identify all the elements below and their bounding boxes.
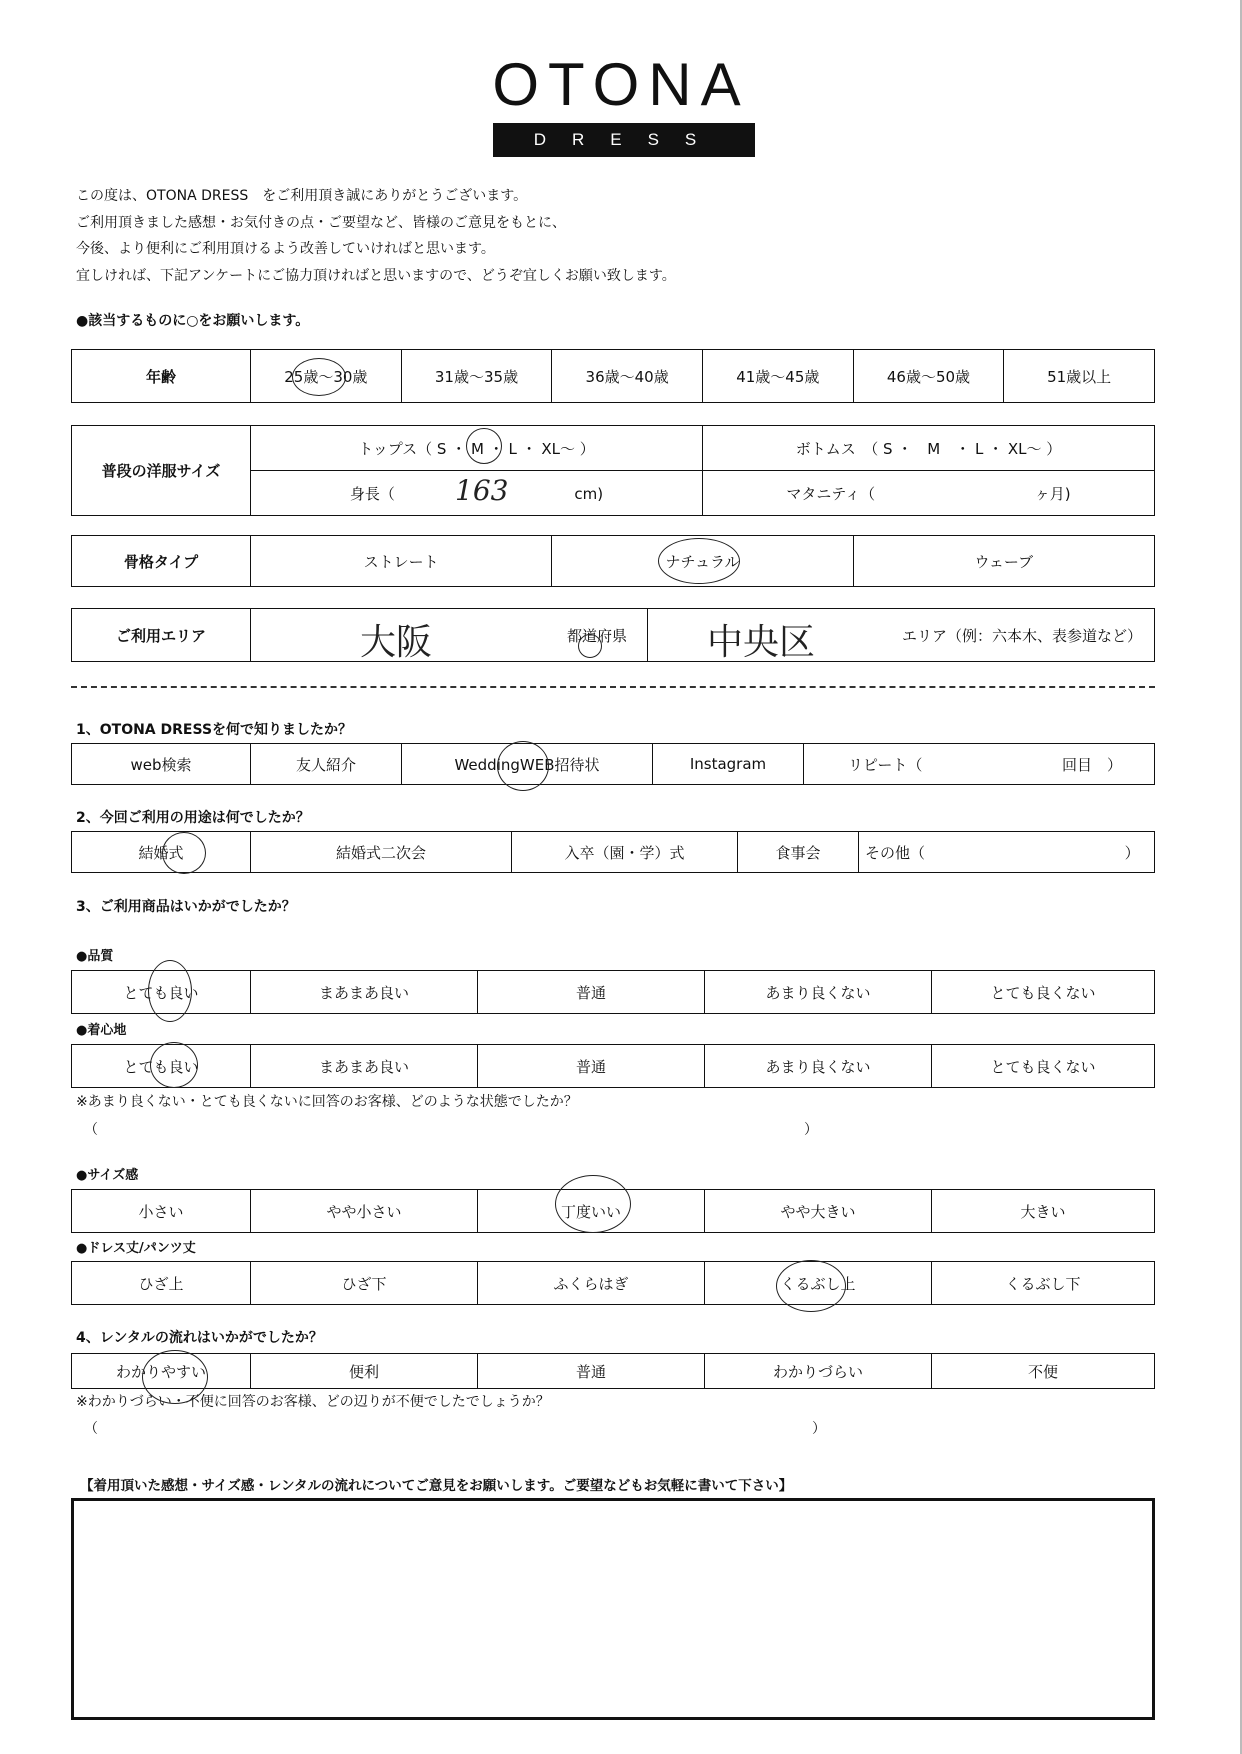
size-table <box>71 425 1155 516</box>
bottoms-size[interactable]: ボトムス （ S ・ M ・ L ・ XL～ ） <box>703 426 1155 471</box>
intro-line: 宜しければ、下記アンケートにご協力頂ければと思いますので、どうぞ宜しくお願い致します。 <box>76 267 676 284</box>
repeat-suffix: 回目 ） <box>1061 755 1122 774</box>
selection-circle-prefecture <box>578 634 602 658</box>
comments-heading: 【着用頂いた感想・サイズ感・レンタルの流れについてご意見をお願いします。ご要望などもお気軽に書いて下さい】 <box>80 1478 793 1494</box>
length-option[interactable]: ひざ上 <box>72 1262 251 1305</box>
q3-note-close: ） <box>804 1122 818 1138</box>
q4-table <box>71 1353 1155 1389</box>
q1-heading: 1、OTONA DRESSを何で知りましたか？ <box>76 722 353 738</box>
length-option[interactable]: ひざ下 <box>251 1262 478 1305</box>
maternity-unit: ヶ月) <box>1034 484 1071 503</box>
length-table <box>71 1261 1155 1305</box>
maternity-label: マタニティ（ <box>786 484 876 503</box>
q2-option[interactable]: 結婚式 <box>72 832 251 873</box>
area-label: ご利用エリア <box>72 609 251 662</box>
comfort-option[interactable]: あまり良くない <box>705 1045 932 1088</box>
quality-option[interactable]: とても良い <box>72 971 251 1014</box>
body-type-option[interactable]: ストレート <box>251 536 552 587</box>
q4-option[interactable]: 普通 <box>478 1354 705 1389</box>
selection-circle-quality <box>148 960 192 1022</box>
comfort-option[interactable]: まあまあ良い <box>251 1045 478 1088</box>
comfort-option[interactable]: とても良い <box>72 1045 251 1088</box>
q3-note: ※あまり良くない・とても良くないに回答のお客様、どのような状態でしたか？ <box>76 1094 578 1110</box>
size-label: 普段の洋服サイズ <box>72 426 251 516</box>
fit-option[interactable]: やや小さい <box>251 1190 478 1233</box>
logo-title: OTONA <box>492 51 750 118</box>
length-label: ●ドレス丈/パンツ丈 <box>76 1241 196 1256</box>
q1-option[interactable]: 友人紹介 <box>251 744 402 785</box>
intro-line: この度は、OTONA DRESS をご利用頂き誠にありがとうございます。 <box>76 188 528 204</box>
q4-option[interactable]: 便利 <box>251 1354 478 1389</box>
comments-box[interactable] <box>71 1498 1155 1720</box>
fit-option[interactable]: 丁度いい <box>478 1190 705 1233</box>
area-suffix: エリア（例：六本木、表参道など） <box>901 626 1142 645</box>
q2-option[interactable]: 入卒（園・学）式 <box>512 832 738 873</box>
comfort-label: ●着心地 <box>76 1023 127 1038</box>
age-option[interactable]: 36歳～40歳 <box>552 350 703 403</box>
comfort-option[interactable]: 普通 <box>478 1045 705 1088</box>
other-label: その他（ <box>865 843 926 862</box>
length-option[interactable]: くるぶし上 <box>705 1262 932 1305</box>
body-type-table <box>71 535 1155 587</box>
quality-label: ●品質 <box>76 949 114 964</box>
body-type-option[interactable]: ナチュラル <box>552 536 853 587</box>
height-label: 身長（ <box>349 484 395 503</box>
age-option[interactable]: 51歳以上 <box>1004 350 1155 403</box>
q2-table <box>71 831 1155 873</box>
logo-subtitle: DRESS <box>493 123 755 157</box>
selection-circle-q1 <box>497 741 549 791</box>
quality-option[interactable]: あまり良くない <box>705 971 932 1014</box>
quality-table <box>71 970 1155 1014</box>
handwritten-height: 163 <box>455 474 509 507</box>
fit-label: ●サイズ感 <box>76 1168 139 1183</box>
age-label: 年齢 <box>72 350 251 403</box>
fit-option[interactable]: 大きい <box>932 1190 1155 1233</box>
handwritten-prefecture: 大阪 <box>360 622 433 663</box>
q4-note-close: ） <box>812 1421 826 1437</box>
height-unit: cm) <box>574 484 604 503</box>
selection-circle-q2 <box>162 832 206 874</box>
intro-line: ご利用頂きました感想・お気付きの点・ご要望など、皆様のご意見をもとに、 <box>76 214 566 231</box>
quality-option[interactable]: まあまあ良い <box>251 971 478 1014</box>
age-option[interactable]: 31歳～35歳 <box>401 350 552 403</box>
other-close: ） <box>1124 843 1140 862</box>
q4-option[interactable]: わかりづらい <box>705 1354 932 1389</box>
maternity-field[interactable] <box>703 471 1155 516</box>
age-option[interactable]: 41歳～45歳 <box>702 350 853 403</box>
selection-circle-q4 <box>142 1350 208 1404</box>
prefecture-suffix: 都道府県 <box>566 626 627 645</box>
q4-note: ※わかりづらい・不便に回答のお客様、どの辺りが不便でしたでしょうか？ <box>76 1394 550 1410</box>
q4-note-open: （ <box>84 1421 98 1437</box>
q1-repeat-field[interactable] <box>804 744 1155 785</box>
repeat-label: リピート（ <box>848 755 923 774</box>
age-table <box>71 349 1155 403</box>
tops-size[interactable]: トップス（ S ・ M ・ L ・ XL～ ） <box>251 426 703 471</box>
fit-option[interactable]: 小さい <box>72 1190 251 1233</box>
intro-text <box>76 183 676 289</box>
q1-option[interactable]: Instagram <box>653 744 804 785</box>
comfort-table <box>71 1044 1155 1088</box>
q4-option[interactable]: 不便 <box>932 1354 1155 1389</box>
comfort-option[interactable]: とても良くない <box>932 1045 1155 1088</box>
q1-option[interactable]: web検索 <box>72 744 251 785</box>
age-option[interactable]: 46歳～50歳 <box>853 350 1004 403</box>
q4-heading: 4、レンタルの流れはいかがでしたか？ <box>76 1330 323 1346</box>
q2-other-field[interactable] <box>859 832 1155 873</box>
length-option[interactable]: ふくらはぎ <box>478 1262 705 1305</box>
intro-line: 今後、より便利にご利用頂けるよう改善していければと思います。 <box>76 241 495 257</box>
q4-option[interactable]: わかりやすい <box>72 1354 251 1389</box>
profile-heading: ●該当するものに○をお願いします。 <box>76 313 310 329</box>
age-option[interactable]: 25歳～30歳 <box>251 350 402 403</box>
selection-circle-fit <box>555 1175 631 1233</box>
length-option[interactable]: くるぶし下 <box>932 1262 1155 1305</box>
selection-circle-comfort <box>150 1042 198 1088</box>
handwritten-area: 中央区 <box>707 622 816 663</box>
q1-table <box>71 743 1155 785</box>
selection-circle-tops <box>466 428 502 464</box>
area-table <box>71 608 1155 662</box>
selection-circle-length <box>776 1260 846 1312</box>
section-divider <box>71 686 1155 688</box>
q3-heading: 3、ご利用商品はいかがでしたか？ <box>76 899 296 915</box>
body-type-option[interactable]: ウェーブ <box>853 536 1154 587</box>
fit-option[interactable]: やや大きい <box>705 1190 932 1233</box>
q3-note-open: （ <box>84 1122 98 1138</box>
q1-option[interactable]: WeddingWEB招待状 <box>402 744 653 785</box>
selection-circle-body-type <box>658 538 740 584</box>
q2-option[interactable]: 食事会 <box>738 832 859 873</box>
q2-heading: 2、今回ご利用の用途は何でしたか？ <box>76 810 310 826</box>
quality-option[interactable]: 普通 <box>478 971 705 1014</box>
selection-circle-age <box>292 358 346 396</box>
q2-option[interactable]: 結婚式二次会 <box>251 832 512 873</box>
body-type-label: 骨格タイプ <box>72 536 251 587</box>
quality-option[interactable]: とても良くない <box>932 971 1155 1014</box>
